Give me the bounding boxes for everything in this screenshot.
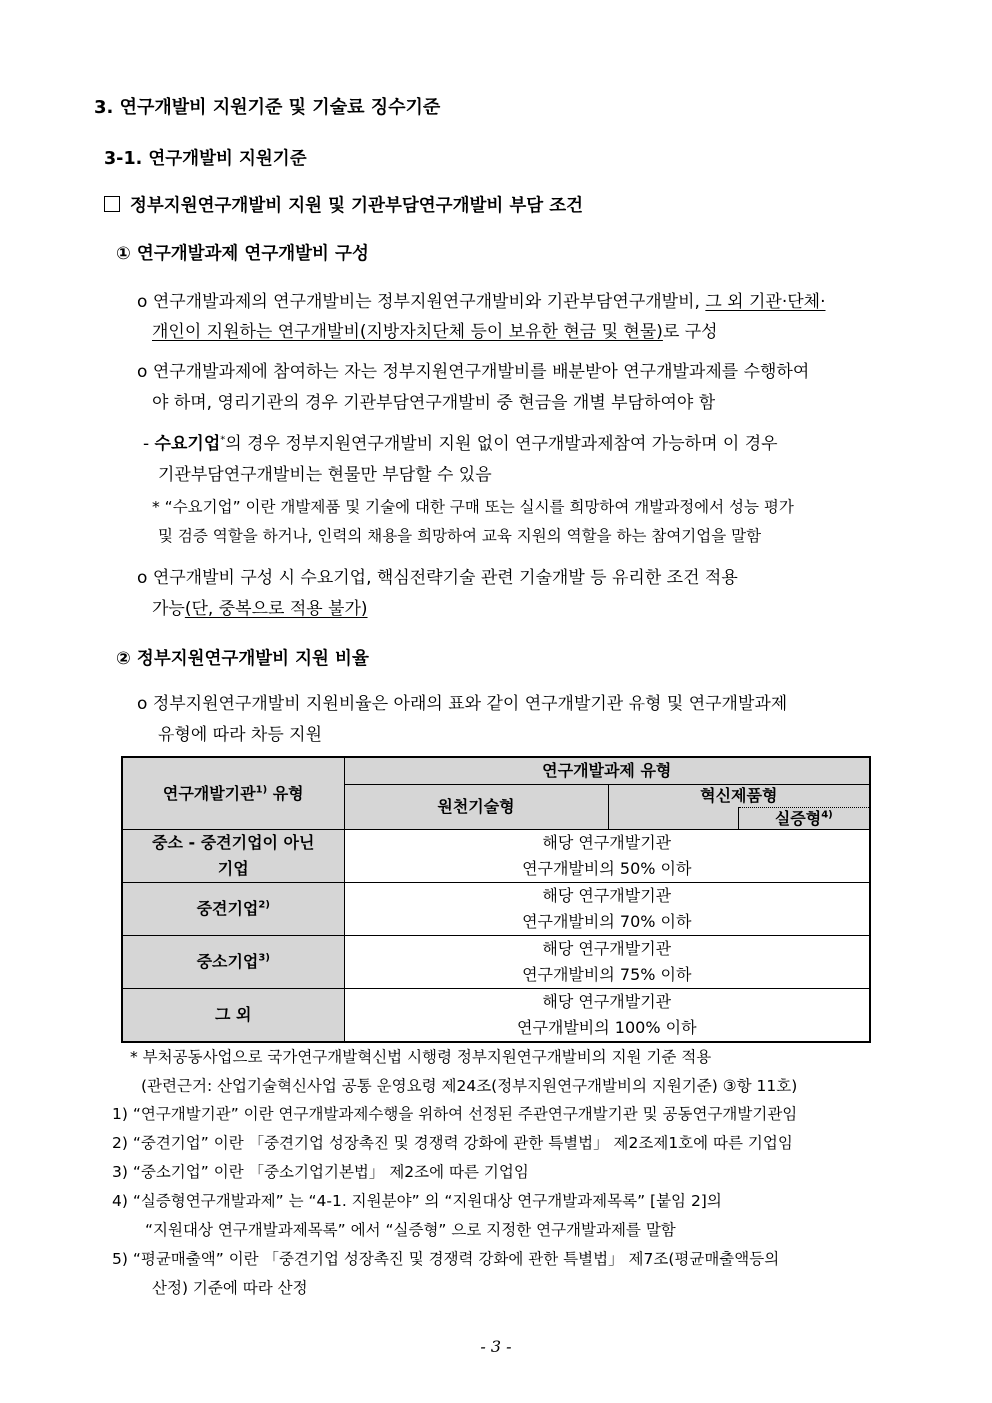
text: 의 경우 정부지원연구개발비 지원 없이 연구개발과제참여 가능하며 이 경우 (225, 434, 778, 454)
text: 중견기업 (196, 899, 259, 918)
item2-b1-line2: 유형에 따라 차등 지원 (158, 725, 323, 745)
text: 연구개발비의 70% 이하 (522, 912, 692, 931)
header-task-type: 연구개발과제 유형 (344, 757, 870, 785)
underlined-text: 개인이 지원하는 연구개발비(지방자치단체 등이 보유한 현금 및 현물) (152, 322, 663, 342)
footnote-3: 3) “중소기업” 이란 「중소기업기본법」 제2조에 따른 기업임 (112, 1163, 529, 1181)
item1-title: ① 연구개발과제 연구개발비 구성 (116, 244, 369, 264)
header-verification (738, 808, 870, 830)
header-spacer (608, 808, 738, 830)
text: 정부지원연구개발비 지원비율은 아래의 표와 같이 연구개발기관 유형 및 연구개발과제 (152, 694, 788, 714)
section-title: 3. 연구개발비 지원기준 및 기술료 징수기준 (94, 97, 441, 118)
bullet: o (137, 568, 148, 588)
subsection-title: 3-1. 연구개발비 지원기준 (104, 149, 307, 169)
box-heading-text: 정부지원연구개발비 지원 및 기관부담연구개발비 부담 조건 (130, 196, 584, 216)
item1-b1-line1 (137, 287, 826, 312)
item2-title: ② 정부지원연구개발비 지원 비율 (116, 649, 369, 669)
item1-b3-line1 (137, 563, 738, 588)
box-heading (104, 192, 583, 217)
text: 해당 연구개발기관 (542, 939, 672, 958)
text: 가능 (152, 599, 185, 619)
org-cell (122, 936, 344, 989)
text: 해당 연구개발기관 (542, 992, 672, 1011)
footnote-mark: 3) (258, 952, 270, 964)
text: 해당 연구개발기관 (542, 886, 672, 905)
table-row (122, 989, 870, 1043)
text: 중소 - 중견기업이 아닌 (152, 833, 315, 852)
text: 연구개발비 구성 시 수요기업, 핵심전략기술 관련 기술개발 등 유리한 조건 적용 (152, 568, 738, 588)
support-ratio-table (121, 756, 871, 1043)
text: 연구개발비의 100% 이하 (516, 1018, 697, 1037)
text: 연구개발비의 75% 이하 (522, 965, 692, 984)
text: 그 외 (215, 1005, 252, 1024)
text: 중소기업 (196, 952, 259, 971)
item1-sub-line2: 기관부담연구개발비는 현물만 부담할 수 있음 (158, 465, 492, 485)
text: 해당 연구개발기관 (542, 833, 672, 852)
footnote-mark: 4) (821, 809, 833, 821)
item1-note-line1: * “수요기업” 이란 개발제품 및 기술에 대한 구매 또는 실시를 희망하여 개발과정에서 성능 평가 (152, 498, 794, 516)
table-row (122, 936, 870, 989)
item1-note-line2: 및 검증 역할을 하거나, 인력의 채용을 희망하여 교육 지원의 역할을 하는 참여기업을 말함 (158, 527, 762, 545)
footnote-mark: 2) (258, 899, 270, 911)
footnote-mark: * (220, 434, 226, 446)
value-cell (344, 989, 870, 1043)
bullet: o (137, 362, 148, 382)
bullet: o (137, 694, 148, 714)
text: 연구개발비의 50% 이하 (522, 859, 692, 878)
text: 연구개발과제의 연구개발비는 정부지원연구개발비와 기관부담연구개발비, (152, 292, 700, 312)
org-cell (122, 989, 344, 1043)
footnote-5-line2: 산정) 기준에 따라 산정 (152, 1279, 308, 1297)
footnote-5-line1: 5) “평균매출액” 이란 「중견기업 성장촉진 및 경쟁력 강화에 관한 특별법」 제7조(평균매출액등의 (112, 1250, 780, 1268)
value-cell (344, 883, 870, 936)
text: 연구개발과제에 참여하는 자는 정부지원연구개발비를 배분받아 연구개발과제를 수행하여 (152, 362, 810, 382)
footnote-4-line2: “지원대상 연구개발과제목록” 에서 “실증형” 으로 지정한 연구개발과제를 말함 (145, 1221, 676, 1239)
text: 실증형 (774, 808, 822, 828)
item1-b2-line1 (137, 357, 809, 382)
item2-b1-line1 (137, 689, 787, 714)
text: 로 구성 (662, 322, 718, 342)
bullet: o (137, 292, 148, 312)
underlined-text: (단, 중복으로 적용 불가) (184, 599, 368, 619)
value-cell (344, 830, 870, 883)
footnote-mark: 1) (255, 784, 268, 796)
org-cell (122, 830, 344, 883)
footnote-star-line2: (관련근거: 산업기술혁신사업 공통 운영요령 제24조(정부지원연구개발비의 지원기준) ③항 11호) (141, 1077, 798, 1095)
item1-sub-line1 (143, 429, 778, 454)
footnote-1: 1) “연구개발기관” 이란 연구개발과제수행을 위하여 선정된 주관연구개발기관 및 공동연구개발기관임 (112, 1105, 798, 1123)
table-row (122, 883, 870, 936)
header-basic-tech: 원천기술형 (344, 785, 608, 830)
dash: - (143, 434, 150, 454)
term: 수요기업 (154, 434, 221, 454)
item1-b1-line2 (152, 317, 718, 342)
header-innovative-product: 혁신제품형 (608, 785, 870, 808)
header-org-type (122, 757, 344, 830)
text: 연구개발기관 (162, 783, 256, 803)
page-number: - 3 - (480, 1337, 512, 1356)
item1-b3-line2 (152, 594, 368, 619)
footnote-2: 2) “중견기업” 이란 「중견기업 성장촉진 및 경쟁력 강화에 관한 특별법」 제2조제1호에 따른 기업임 (112, 1134, 793, 1152)
footnote-4-line1: 4) “실증형연구개발과제” 는 “4-1. 지원분야” 의 “지원대상 연구개발과제목록” [붙임 2]의 (112, 1192, 722, 1210)
text: 유형 (267, 783, 304, 803)
value-cell (344, 936, 870, 989)
text: 기업 (217, 859, 249, 878)
underlined-text: 그 외 기관·단체· (705, 292, 826, 312)
table-row (122, 830, 870, 883)
org-cell (122, 883, 344, 936)
footnote-star-line1: * 부처공동사업으로 국가연구개발혁신법 시행령 정부지원연구개발비의 지원 기준 적용 (130, 1048, 712, 1066)
checkbox-icon (104, 196, 120, 212)
item1-b2-line2: 야 하며, 영리기관의 경우 기관부담연구개발비 중 현금을 개별 부담하여야 함 (152, 393, 716, 413)
